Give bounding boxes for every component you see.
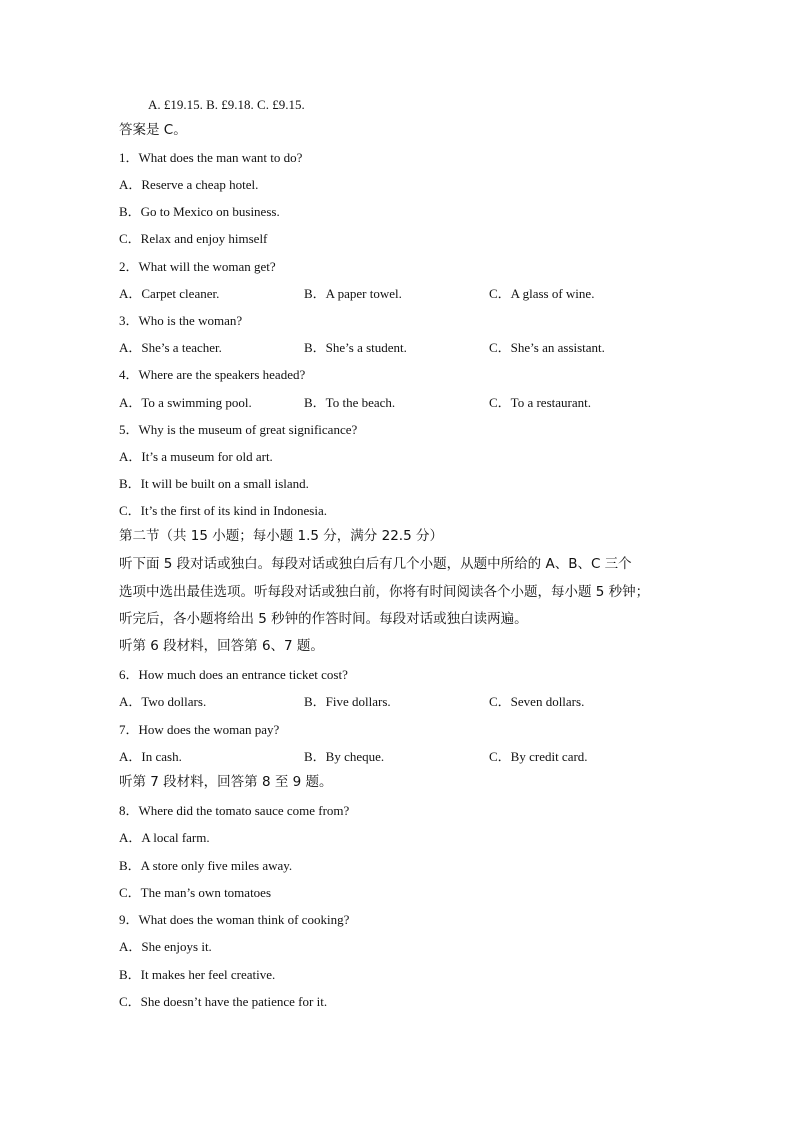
question-9-option-a: A．She enjoys it. <box>119 939 212 954</box>
question-6: 6．How much does an entrance ticket cost? <box>119 667 348 682</box>
question-6-option-b: B．Five dollars. <box>304 694 391 709</box>
section-2-instruction-line-3: 听完后，各小题将给出 5 秒钟的作答时间。每段对话或独白读两遍。 <box>119 611 528 627</box>
question-3: 3．Who is the woman? <box>119 313 243 328</box>
question-8-option-c: C．The man’s own tomatoes <box>119 885 272 900</box>
question-9-option-c: C．She doesn’t have the patience for it. <box>119 994 328 1009</box>
question-7-option-b: B．By cheque. <box>304 749 385 764</box>
question-4-option-c: C．To a restaurant. <box>489 395 591 410</box>
section-2-heading: 第二节（共 15 小题；每小题 1.5 分，满分 22.5 分） <box>119 528 443 544</box>
question-6-option-c: C．Seven dollars. <box>489 694 585 709</box>
example-answer: 答案是 C。 <box>119 122 187 138</box>
question-1-option-c: C．Relax and enjoy himself <box>119 231 268 246</box>
question-9-option-b: B．It makes her feel creative. <box>119 967 276 982</box>
question-3-option-a: A．She’s a teacher. <box>119 340 222 355</box>
question-7: 7．How does the woman pay? <box>119 722 280 737</box>
question-8: 8．Where did the tomato sauce come from? <box>119 803 350 818</box>
question-2-option-c: C．A glass of wine. <box>489 286 595 301</box>
question-4-option-b: B．To the beach. <box>304 395 396 410</box>
question-4: 4．Where are the speakers headed? <box>119 367 306 382</box>
section-2-instruction-line-1: 听下面 5 段对话或独白。每段对话或独白后有几个小题，从题中所给的 A、B、C 三个 <box>119 556 632 572</box>
section-2-instruction-line-2: 选项中选出最佳选项。听每段对话或独白前，你将有时间阅读各个小题，每小题 5 秒钟； <box>119 584 650 600</box>
question-5-option-b: B．It will be built on a small island. <box>119 476 309 491</box>
question-2: 2．What will the woman get? <box>119 259 276 274</box>
question-3-option-c: C．She’s an assistant. <box>489 340 605 355</box>
question-2-option-b: B．A paper towel. <box>304 286 402 301</box>
question-2-option-a: A．Carpet cleaner. <box>119 286 220 301</box>
material-6-heading: 听第 6 段材料，回答第 6、7 题。 <box>119 638 324 654</box>
question-1: 1．What does the man want to do? <box>119 150 303 165</box>
question-1-option-b: B．Go to Mexico on business. <box>119 204 280 219</box>
question-5-option-a: A．It’s a museum for old art. <box>119 449 273 464</box>
question-7-option-c: C．By credit card. <box>489 749 588 764</box>
question-4-option-a: A．To a swimming pool. <box>119 395 252 410</box>
material-7-heading: 听第 7 段材料，回答第 8 至 9 题。 <box>119 774 333 790</box>
question-6-option-a: A．Two dollars. <box>119 694 207 709</box>
example-options: A. £19.15. B. £9.18. C. £9.15. <box>148 97 305 112</box>
question-8-option-a: A．A local farm. <box>119 830 210 845</box>
question-3-option-b: B．She’s a student. <box>304 340 407 355</box>
question-9: 9．What does the woman think of cooking? <box>119 912 350 927</box>
question-5-option-c: C．It’s the first of its kind in Indonesia. <box>119 503 327 518</box>
question-8-option-b: B．A store only five miles away. <box>119 858 293 873</box>
question-5: 5．Why is the museum of great significance? <box>119 422 358 437</box>
question-1-option-a: A．Reserve a cheap hotel. <box>119 177 259 192</box>
question-7-option-a: A．In cash. <box>119 749 182 764</box>
